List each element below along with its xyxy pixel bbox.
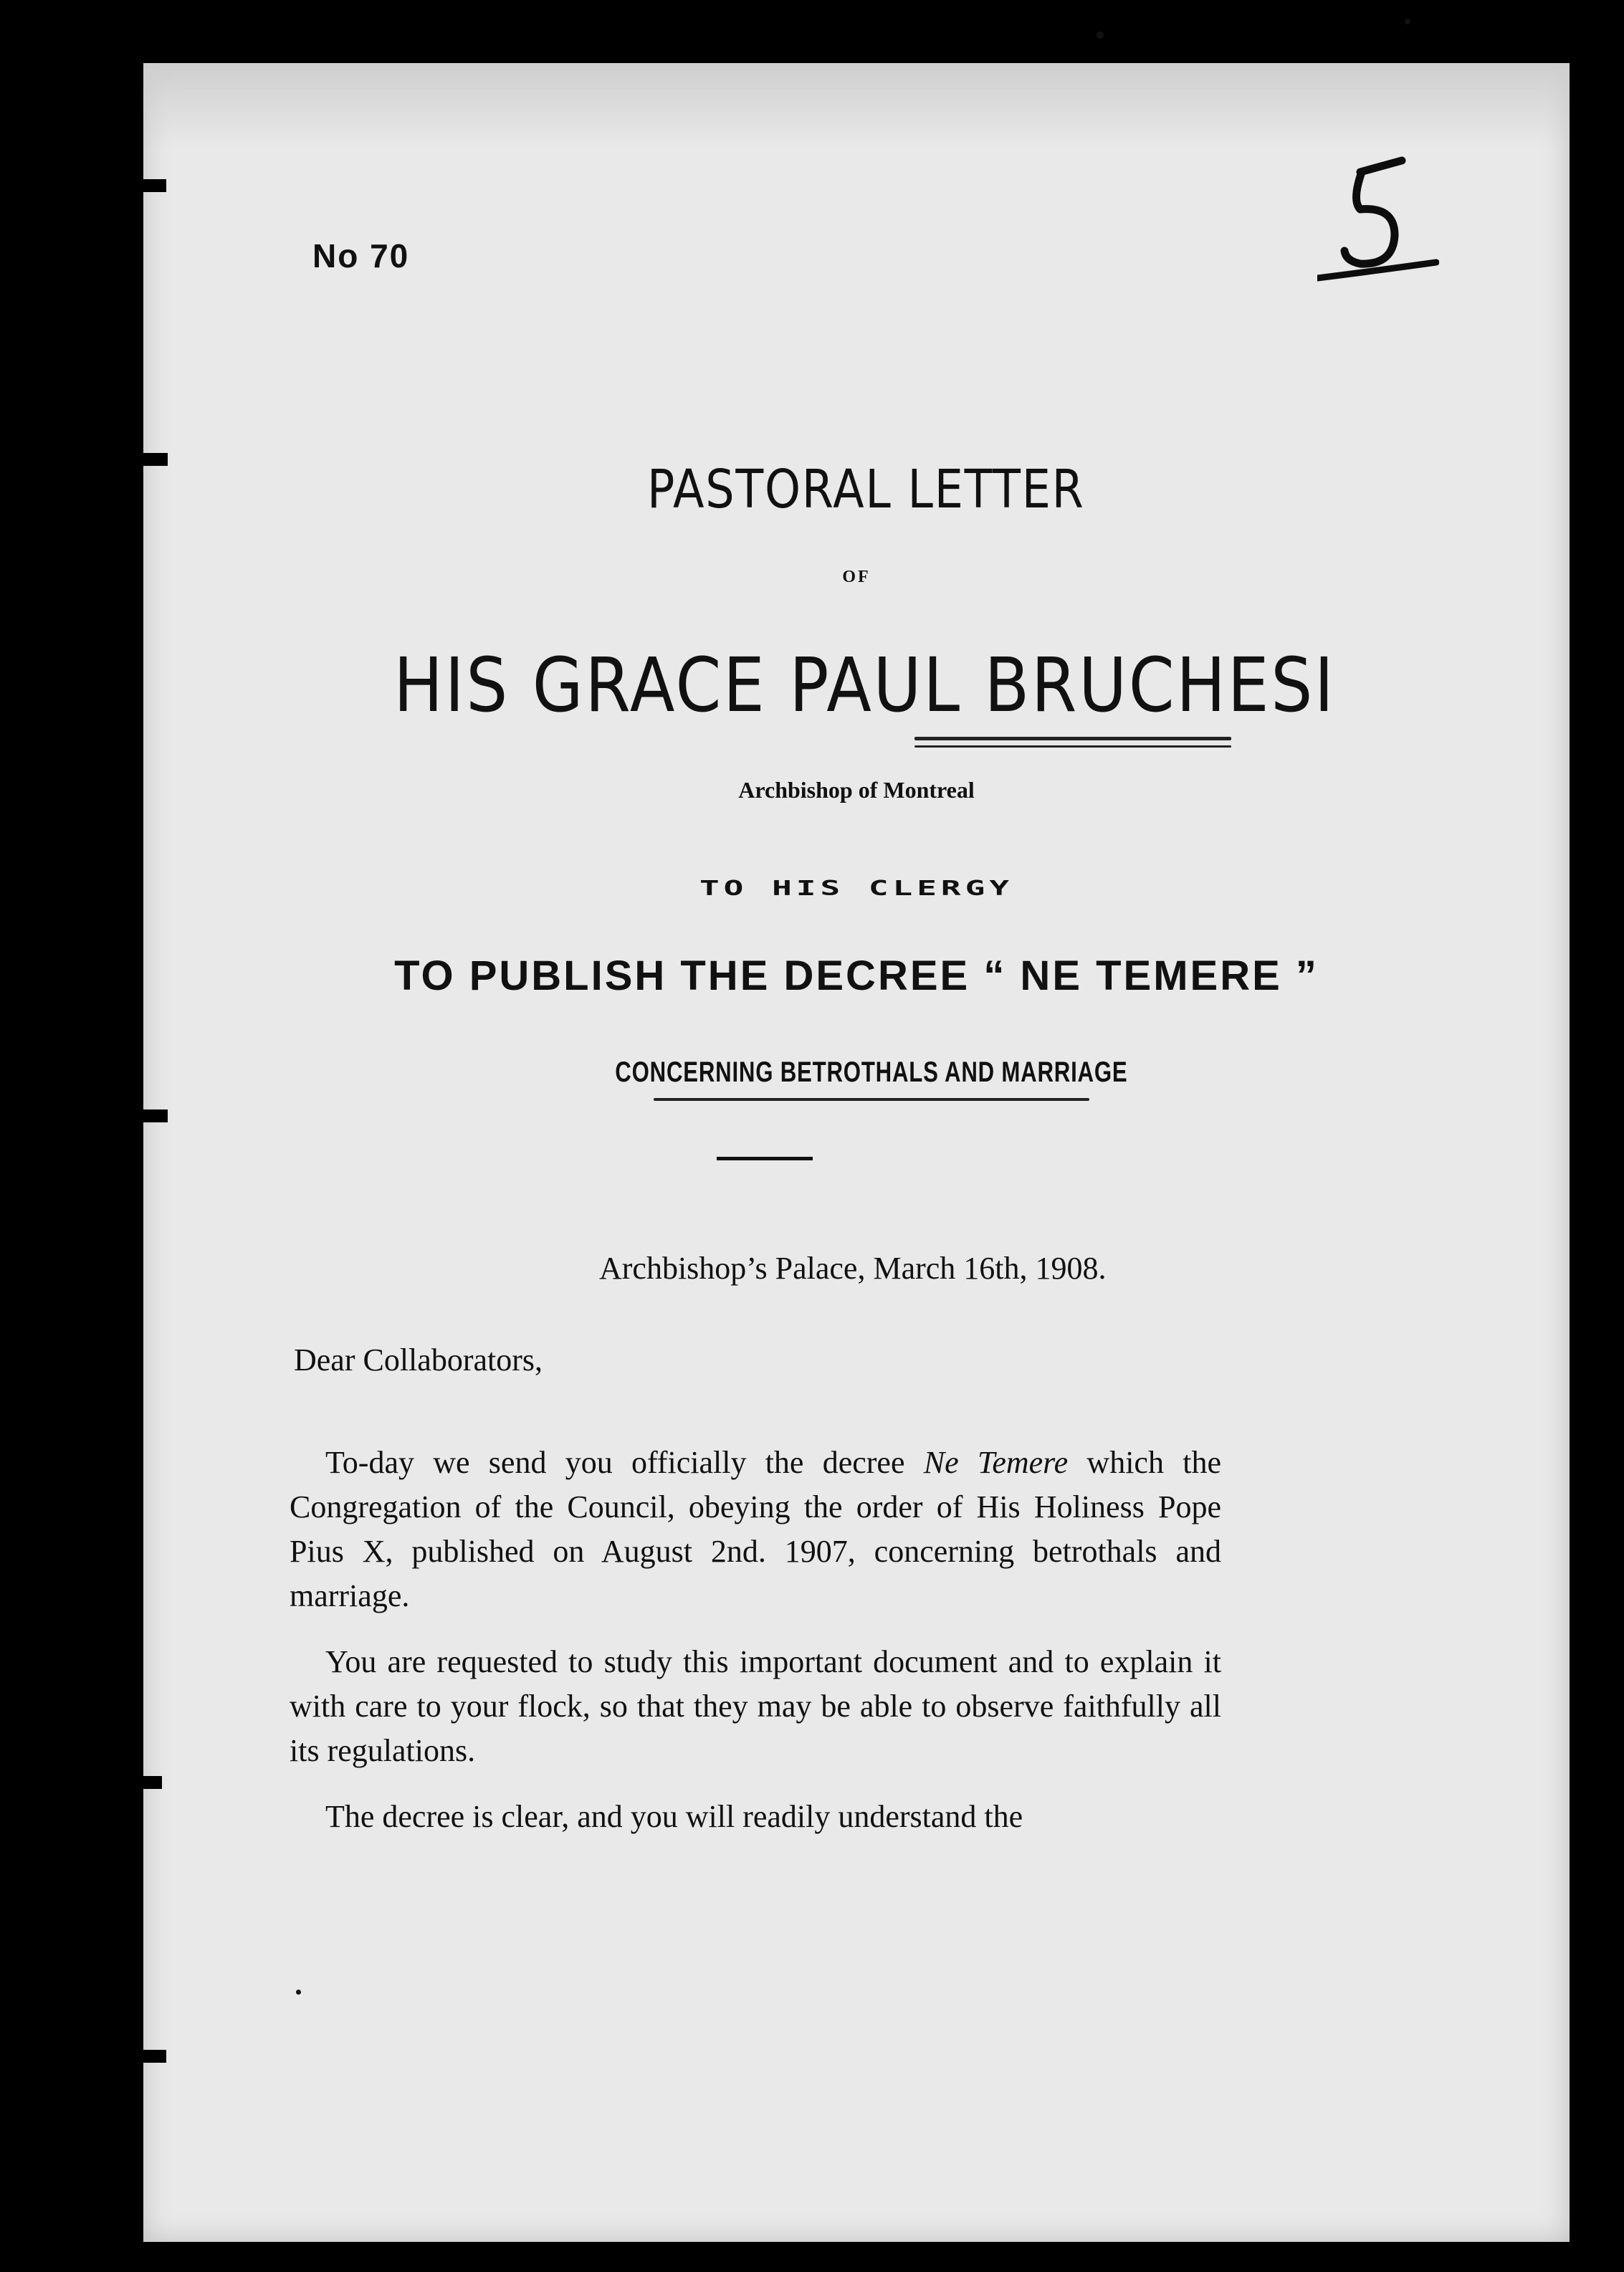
- paper-sheet: [143, 63, 1570, 2242]
- heading-to-clergy: TO HIS CLERGY: [699, 876, 1014, 900]
- name-underline: [914, 745, 1231, 748]
- binding-tab: [135, 2050, 166, 2063]
- paragraph-1-start: To-day we send you officially the decree: [325, 1445, 924, 1480]
- document-number: No 70: [312, 237, 410, 275]
- paragraph-1-end: which the Congregation of the Council, obeying the order of His Holiness Pope Pius X, published on August 2nd. 1907, concerning betrothals and marriage.: [290, 1445, 1221, 1613]
- paragraph-1: [290, 1441, 1221, 1618]
- heading-concerning: CONCERNING BETROTHALS AND MARRIAGE: [615, 1056, 1128, 1088]
- decree-name: Ne Temere: [923, 1445, 1069, 1480]
- paper-top-shading: [143, 63, 1570, 149]
- name-underline: [914, 737, 1231, 740]
- heading-of: OF: [842, 568, 871, 586]
- binding-tab: [140, 179, 166, 192]
- letter-body: [290, 1441, 1221, 1861]
- binding-tab: [130, 1109, 168, 1122]
- heading-publish-decree: TO PUBLISH THE DECREE “ NE TEMERE ”: [394, 953, 1319, 999]
- binding-tab: [130, 453, 168, 466]
- heading-pastoral-letter: PASTORAL LETTER: [647, 459, 1085, 520]
- letter-salutation: Dear Collaborators,: [294, 1342, 543, 1378]
- paragraph-3: The decree is clear, and you will readily understand the: [325, 1799, 1023, 1834]
- paragraph-2: You are requested to study this important document and to explain it with care to your flock, so that they may be able to observe faithfully all its regulations.: [290, 1644, 1221, 1768]
- concerning-underline: [654, 1098, 1089, 1101]
- heading-archbishop-name: HIS GRACE PAUL BRUCHESI: [393, 641, 1336, 729]
- scan-speck: [1097, 32, 1104, 39]
- scan-speck: [1405, 19, 1410, 24]
- handwritten-number-mark: [1317, 151, 1439, 294]
- binding-tab: [136, 1776, 162, 1789]
- section-divider: [717, 1157, 813, 1160]
- scan-speck: [296, 1990, 301, 1995]
- letter-dateline: Archbishop’s Palace, March 16th, 1908.: [599, 1251, 1107, 1286]
- heading-title-montreal: Archbishop of Montreal: [738, 777, 975, 803]
